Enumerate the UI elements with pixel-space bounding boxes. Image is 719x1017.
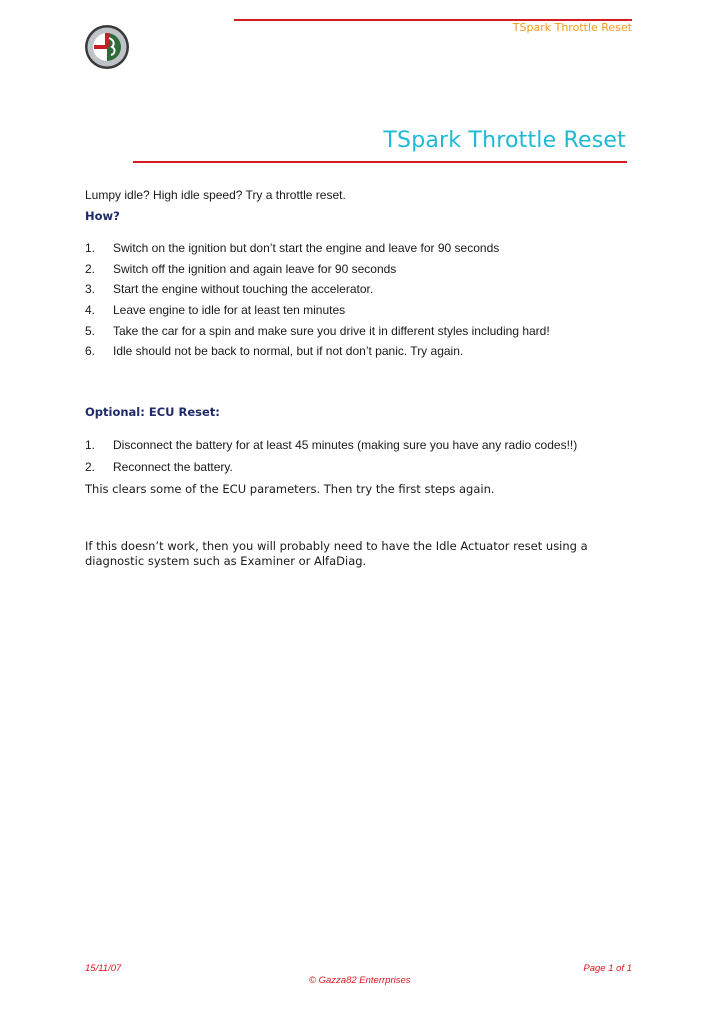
list-text: Idle should not be back to normal, but if not don’t panic. Try again.	[113, 344, 464, 358]
list-number: 1.	[85, 241, 96, 255]
footer-copyright: © Gazza82 Enterrprises	[309, 975, 411, 986]
closing-line-1: If this doesn’t work, then you will probably need to have the Idle Actuator reset using a	[85, 539, 588, 553]
list-number: 6.	[85, 344, 96, 358]
alfa-romeo-badge-icon	[84, 24, 130, 70]
list-text: Switch off the ignition and again leave for 90 seconds	[113, 262, 397, 276]
list-number: 3.	[85, 282, 96, 296]
list-text: Switch on the ignition but don’t start the engine and leave for 90 seconds	[113, 241, 500, 255]
closing-line-2: diagnostic system such as Examiner or AlfaDiag.	[85, 554, 367, 568]
list-text: Reconnect the battery.	[113, 460, 233, 474]
ecu-heading: Optional: ECU Reset:	[85, 405, 220, 419]
title-rule	[133, 161, 627, 163]
list-number: 4.	[85, 303, 96, 317]
list-text: Start the engine without touching the accelerator.	[113, 282, 374, 296]
list-text: Take the car for a spin and make sure you drive it in different styles including hard!	[113, 324, 550, 338]
list-number: 5.	[85, 324, 96, 338]
footer-page-number: Page 1 of 1	[583, 963, 632, 974]
list-number: 2.	[85, 262, 96, 276]
intro-text: Lumpy idle? High idle speed? Try a throttle reset.	[85, 188, 346, 202]
ecu-note: This clears some of the ECU parameters. Then try the first steps again.	[85, 482, 495, 496]
how-heading: How?	[85, 209, 120, 223]
document-title: TSpark Throttle Reset	[383, 128, 626, 153]
footer-date: 15/11/07	[85, 963, 122, 974]
list-text: Leave engine to idle for at least ten minutes	[113, 303, 346, 317]
list-text: Disconnect the battery for at least 45 minutes (making sure you have any radio codes!!)	[113, 438, 578, 452]
list-number: 1.	[85, 438, 96, 452]
header-title: TSpark Throttle Reset	[512, 21, 632, 34]
list-number: 2.	[85, 460, 96, 474]
